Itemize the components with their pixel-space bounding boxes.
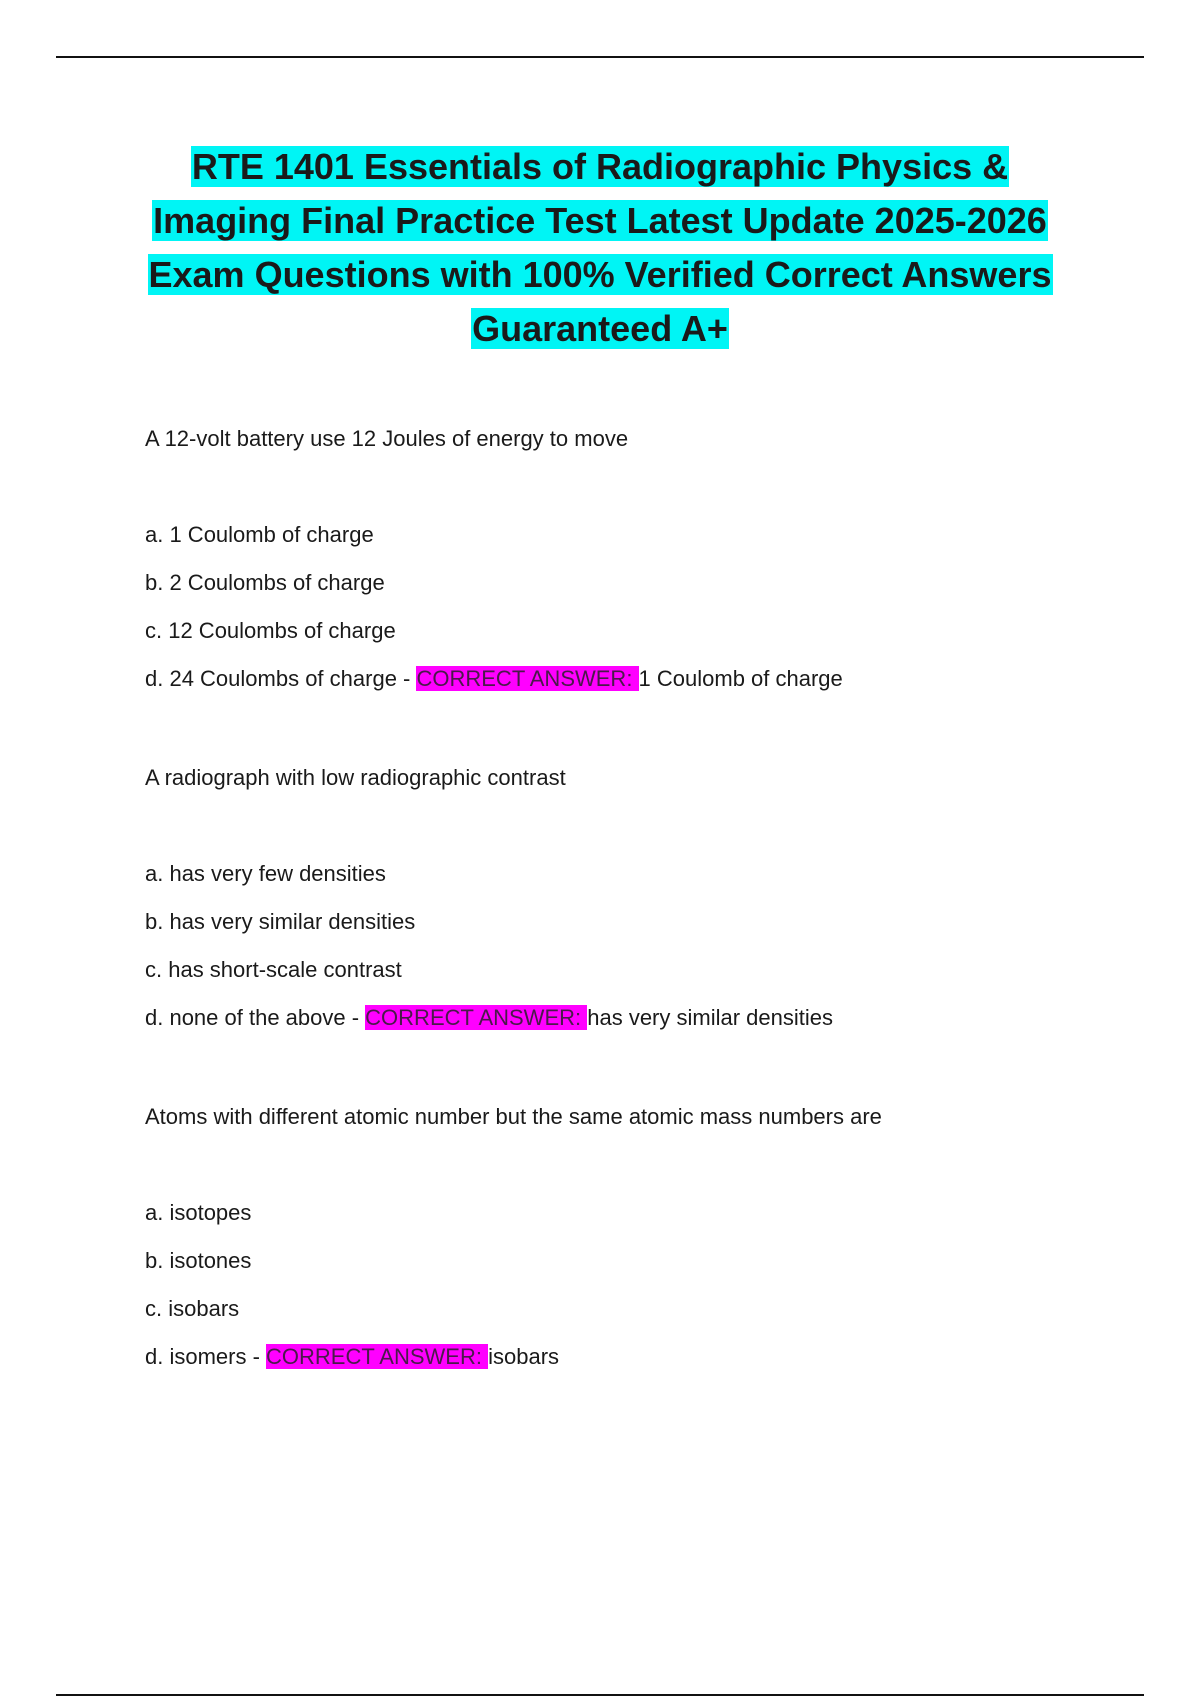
correct-answer: has very similar densities bbox=[587, 1005, 833, 1030]
option-d bbox=[145, 1340, 1145, 1388]
question-3 bbox=[145, 1100, 1145, 1439]
top-rule bbox=[56, 56, 1144, 58]
correct-answer-tag: CORRECT ANSWER: bbox=[266, 1344, 489, 1369]
option-d-text: d. isomers - bbox=[145, 1344, 267, 1369]
question-text: Atoms with different atomic number but the same atomic mass numbers are bbox=[145, 1104, 882, 1129]
correct-answer: isobars bbox=[488, 1344, 560, 1369]
option-d bbox=[145, 662, 1145, 710]
document-title-text: RTE 1401 Essentials of Radiographic Physics & Imaging Final Practice Test Latest Update 2025-2026 Exam Questions with 100% Verified Correct Answers Guaranteed A+ bbox=[148, 146, 1052, 349]
option-b: b. 2 Coulombs of charge bbox=[145, 570, 385, 595]
question-2 bbox=[145, 761, 1145, 1100]
bottom-rule bbox=[56, 1694, 1144, 1696]
question-text: A radiograph with low radiographic contrast bbox=[145, 765, 566, 790]
option-d bbox=[145, 1001, 1145, 1049]
option-d-text: d. none of the above - bbox=[145, 1005, 366, 1030]
option-c: c. has short-scale contrast bbox=[145, 957, 402, 982]
option-c: c. 12 Coulombs of charge bbox=[145, 618, 396, 643]
correct-answer-tag: CORRECT ANSWER: bbox=[365, 1005, 588, 1030]
option-b: b. has very similar densities bbox=[145, 909, 416, 934]
option-a: a. 1 Coulomb of charge bbox=[145, 522, 374, 547]
option-d-text: d. 24 Coulombs of charge - bbox=[145, 666, 417, 691]
option-c: c. isobars bbox=[145, 1296, 240, 1321]
question-text: A 12-volt battery use 12 Joules of energy to move bbox=[145, 426, 629, 451]
option-a: a. isotopes bbox=[145, 1200, 252, 1225]
correct-answer: 1 Coulomb of charge bbox=[638, 666, 843, 691]
option-a: a. has very few densities bbox=[145, 861, 386, 886]
correct-answer-tag: CORRECT ANSWER: bbox=[416, 666, 639, 691]
option-b: b. isotones bbox=[145, 1248, 252, 1273]
question-list bbox=[145, 422, 1145, 1439]
question-1 bbox=[145, 422, 1145, 761]
document-title bbox=[140, 140, 1060, 356]
